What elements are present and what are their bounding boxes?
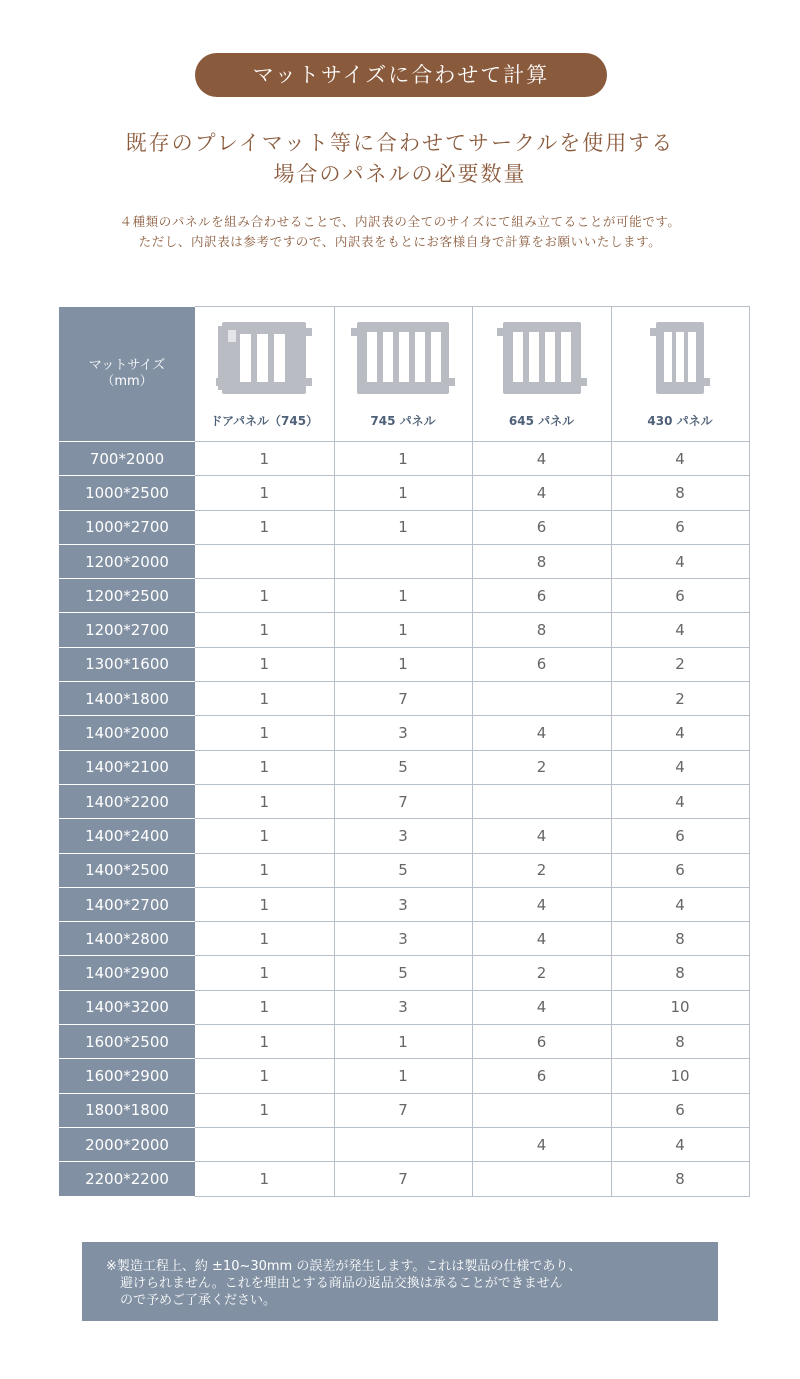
quantity-cell: 6 bbox=[472, 579, 611, 613]
panel-645-label: 645 パネル bbox=[508, 413, 575, 428]
quantity-cell: 1 bbox=[334, 579, 472, 613]
quantity-cell bbox=[195, 544, 334, 578]
quantity-cell: 6 bbox=[611, 819, 749, 853]
mat-size-cell: 2000*2000 bbox=[59, 1127, 195, 1161]
quantity-cell: 7 bbox=[334, 1162, 472, 1196]
quantity-cell: 1 bbox=[195, 1025, 334, 1059]
quantity-cell: 4 bbox=[611, 887, 749, 921]
intro-note bbox=[0, 212, 800, 252]
quantity-cell: 8 bbox=[611, 956, 749, 990]
mat-size-cell: 1400*2700 bbox=[59, 887, 195, 921]
table-row bbox=[59, 887, 749, 921]
quantity-cell: 4 bbox=[472, 442, 611, 476]
quantity-cell: 3 bbox=[334, 922, 472, 956]
table-row bbox=[59, 442, 749, 476]
quantity-cell: 6 bbox=[611, 1093, 749, 1127]
quantity-cell: 5 bbox=[334, 853, 472, 887]
quantity-cell: 4 bbox=[472, 716, 611, 750]
quantity-cell: 1 bbox=[195, 682, 334, 716]
quantity-cell: 1 bbox=[195, 853, 334, 887]
disclaimer-line-2: 避けられません。これを理由とする商品の返品交換は承ることができません bbox=[120, 1276, 563, 1291]
table-header-row bbox=[59, 307, 749, 442]
quantity-cell bbox=[334, 1127, 472, 1161]
mat-size-header-label: マットサイズ bbox=[88, 357, 166, 373]
table-body bbox=[59, 442, 749, 1197]
table-row bbox=[59, 819, 749, 853]
quantity-cell: 5 bbox=[334, 750, 472, 784]
mat-size-cell: 1600*2900 bbox=[59, 1059, 195, 1093]
disclaimer-line-1: ※製造工程上、約 ±10~30mm の誤差が発生します。これは製品の仕様であり、 bbox=[106, 1259, 582, 1274]
quantity-cell: 4 bbox=[472, 476, 611, 510]
quantity-cell bbox=[334, 544, 472, 578]
mat-size-cell: 1200*2000 bbox=[59, 544, 195, 578]
intro-note-line-2: ただし、内訳表は参考ですので、内訳表をもとにお客様自身で計算をお願いいたします。 bbox=[138, 234, 662, 249]
quantity-cell: 1 bbox=[195, 579, 334, 613]
quantity-cell bbox=[472, 1093, 611, 1127]
quantity-cell: 1 bbox=[334, 476, 472, 510]
quantity-cell: 8 bbox=[611, 922, 749, 956]
quantity-cell bbox=[472, 682, 611, 716]
quantity-cell: 2 bbox=[611, 647, 749, 681]
quantity-cell: 7 bbox=[334, 1093, 472, 1127]
mat-size-cell: 1400*2000 bbox=[59, 716, 195, 750]
table-row bbox=[59, 922, 749, 956]
mat-size-cell: 1400*3200 bbox=[59, 990, 195, 1024]
quantity-cell: 4 bbox=[611, 442, 749, 476]
quantity-cell: 1 bbox=[195, 716, 334, 750]
quantity-cell: 4 bbox=[472, 922, 611, 956]
quantity-cell: 6 bbox=[472, 510, 611, 544]
mat-size-cell: 1400*2100 bbox=[59, 750, 195, 784]
mat-size-cell: 1400*2400 bbox=[59, 819, 195, 853]
quantity-cell bbox=[472, 784, 611, 818]
quantity-cell: 10 bbox=[611, 990, 749, 1024]
quantity-cell: 1 bbox=[334, 510, 472, 544]
table-row bbox=[59, 784, 749, 818]
quantity-cell: 6 bbox=[611, 579, 749, 613]
panel-430-image bbox=[650, 320, 710, 398]
disclaimer-box bbox=[82, 1242, 718, 1321]
headline-line-1: 既存のプレイマット等に合わせてサークルを使用する bbox=[125, 131, 675, 155]
intro-note-line-1: ４種類のパネルを組み合わせることで、内訳表の全てのサイズにて組み立てることが可能です。 bbox=[119, 214, 681, 229]
table-row bbox=[59, 544, 749, 578]
mat-size-cell: 1300*1600 bbox=[59, 647, 195, 681]
mat-size-cell: 1800*1800 bbox=[59, 1093, 195, 1127]
quantity-cell: 3 bbox=[334, 887, 472, 921]
quantity-cell bbox=[195, 1127, 334, 1161]
quantity-cell: 1 bbox=[195, 442, 334, 476]
table-row bbox=[59, 750, 749, 784]
quantity-cell: 8 bbox=[472, 544, 611, 578]
mat-size-cell: 700*2000 bbox=[59, 442, 195, 476]
quantity-cell: 2 bbox=[472, 853, 611, 887]
quantity-cell: 4 bbox=[472, 1127, 611, 1161]
door-panel-label: ドアパネル（745） bbox=[210, 413, 319, 428]
quantity-cell: 4 bbox=[472, 819, 611, 853]
quantity-cell: 8 bbox=[611, 476, 749, 510]
headline-line-2: 場合のパネルの必要数量 bbox=[273, 162, 527, 186]
disclaimer-line-3: ので予めご了承ください。 bbox=[120, 1293, 277, 1308]
quantity-cell: 4 bbox=[472, 990, 611, 1024]
table-row bbox=[59, 1127, 749, 1161]
quantity-cell: 4 bbox=[611, 613, 749, 647]
quantity-cell: 6 bbox=[472, 647, 611, 681]
headline bbox=[0, 128, 800, 190]
quantity-cell: 8 bbox=[611, 1162, 749, 1196]
mat-size-cell: 1400*1800 bbox=[59, 682, 195, 716]
mat-size-cell: 2200*2200 bbox=[59, 1162, 195, 1196]
quantity-cell: 2 bbox=[472, 750, 611, 784]
quantity-cell: 1 bbox=[195, 750, 334, 784]
quantity-cell: 6 bbox=[611, 510, 749, 544]
door-panel-header bbox=[195, 307, 334, 442]
table-row bbox=[59, 853, 749, 887]
panel-745-label: 745 パネル bbox=[370, 413, 436, 428]
section-title-pill: マットサイズに合わせて計算 bbox=[195, 53, 607, 97]
quantity-cell: 6 bbox=[472, 1059, 611, 1093]
panel-745-header bbox=[334, 307, 472, 442]
table-row bbox=[59, 682, 749, 716]
mat-size-cell: 1200*2700 bbox=[59, 613, 195, 647]
table-row bbox=[59, 956, 749, 990]
panel-430-label: 430 パネル bbox=[647, 413, 713, 428]
table-row bbox=[59, 647, 749, 681]
quantity-cell: 2 bbox=[611, 682, 749, 716]
quantity-cell: 4 bbox=[611, 1127, 749, 1161]
panel-quantity-table bbox=[59, 306, 749, 1198]
quantity-cell: 1 bbox=[334, 647, 472, 681]
quantity-cell: 1 bbox=[195, 922, 334, 956]
mat-size-header-unit: （mm） bbox=[101, 373, 153, 389]
panel-645-header bbox=[472, 307, 611, 442]
table-row bbox=[59, 1025, 749, 1059]
quantity-cell: 5 bbox=[334, 956, 472, 990]
table-row bbox=[59, 1059, 749, 1093]
quantity-cell: 1 bbox=[195, 956, 334, 990]
quantity-cell: 1 bbox=[195, 647, 334, 681]
quantity-cell: 4 bbox=[611, 544, 749, 578]
table-row bbox=[59, 613, 749, 647]
table-row bbox=[59, 510, 749, 544]
quantity-cell: 4 bbox=[611, 784, 749, 818]
quantity-cell: 7 bbox=[334, 784, 472, 818]
quantity-cell bbox=[472, 1162, 611, 1196]
door-panel-image bbox=[214, 320, 314, 398]
quantity-cell: 1 bbox=[195, 476, 334, 510]
quantity-cell: 3 bbox=[334, 716, 472, 750]
quantity-cell: 1 bbox=[195, 819, 334, 853]
mat-size-cell: 1200*2500 bbox=[59, 579, 195, 613]
panel-645-image bbox=[497, 320, 587, 398]
quantity-cell: 1 bbox=[195, 1059, 334, 1093]
table-row bbox=[59, 990, 749, 1024]
quantity-cell: 1 bbox=[195, 510, 334, 544]
quantity-cell: 1 bbox=[195, 784, 334, 818]
table-row bbox=[59, 1093, 749, 1127]
panel-430-header bbox=[611, 307, 749, 442]
quantity-cell: 1 bbox=[195, 613, 334, 647]
mat-size-header bbox=[59, 307, 195, 442]
quantity-cell: 4 bbox=[611, 716, 749, 750]
quantity-cell: 1 bbox=[334, 1025, 472, 1059]
quantity-cell: 1 bbox=[334, 613, 472, 647]
table-row bbox=[59, 1162, 749, 1196]
mat-size-cell: 1600*2500 bbox=[59, 1025, 195, 1059]
quantity-cell: 2 bbox=[472, 956, 611, 990]
mat-size-cell: 1400*2200 bbox=[59, 784, 195, 818]
mat-size-cell: 1000*2700 bbox=[59, 510, 195, 544]
mat-size-cell: 1000*2500 bbox=[59, 476, 195, 510]
quantity-cell: 1 bbox=[195, 1093, 334, 1127]
quantity-cell: 6 bbox=[611, 853, 749, 887]
mat-size-cell: 1400*2800 bbox=[59, 922, 195, 956]
table-row bbox=[59, 579, 749, 613]
quantity-cell: 1 bbox=[195, 887, 334, 921]
panel-745-image bbox=[351, 320, 455, 398]
quantity-cell: 4 bbox=[611, 750, 749, 784]
quantity-cell: 1 bbox=[195, 990, 334, 1024]
quantity-cell: 4 bbox=[472, 887, 611, 921]
mat-size-cell: 1400*2500 bbox=[59, 853, 195, 887]
quantity-cell: 3 bbox=[334, 819, 472, 853]
quantity-cell: 1 bbox=[195, 1162, 334, 1196]
quantity-cell: 1 bbox=[334, 442, 472, 476]
quantity-cell: 6 bbox=[472, 1025, 611, 1059]
mat-size-cell: 1400*2900 bbox=[59, 956, 195, 990]
quantity-cell: 3 bbox=[334, 990, 472, 1024]
quantity-cell: 8 bbox=[472, 613, 611, 647]
quantity-cell: 1 bbox=[334, 1059, 472, 1093]
table-row bbox=[59, 716, 749, 750]
quantity-cell: 10 bbox=[611, 1059, 749, 1093]
quantity-cell: 7 bbox=[334, 682, 472, 716]
table-row bbox=[59, 476, 749, 510]
quantity-cell: 8 bbox=[611, 1025, 749, 1059]
